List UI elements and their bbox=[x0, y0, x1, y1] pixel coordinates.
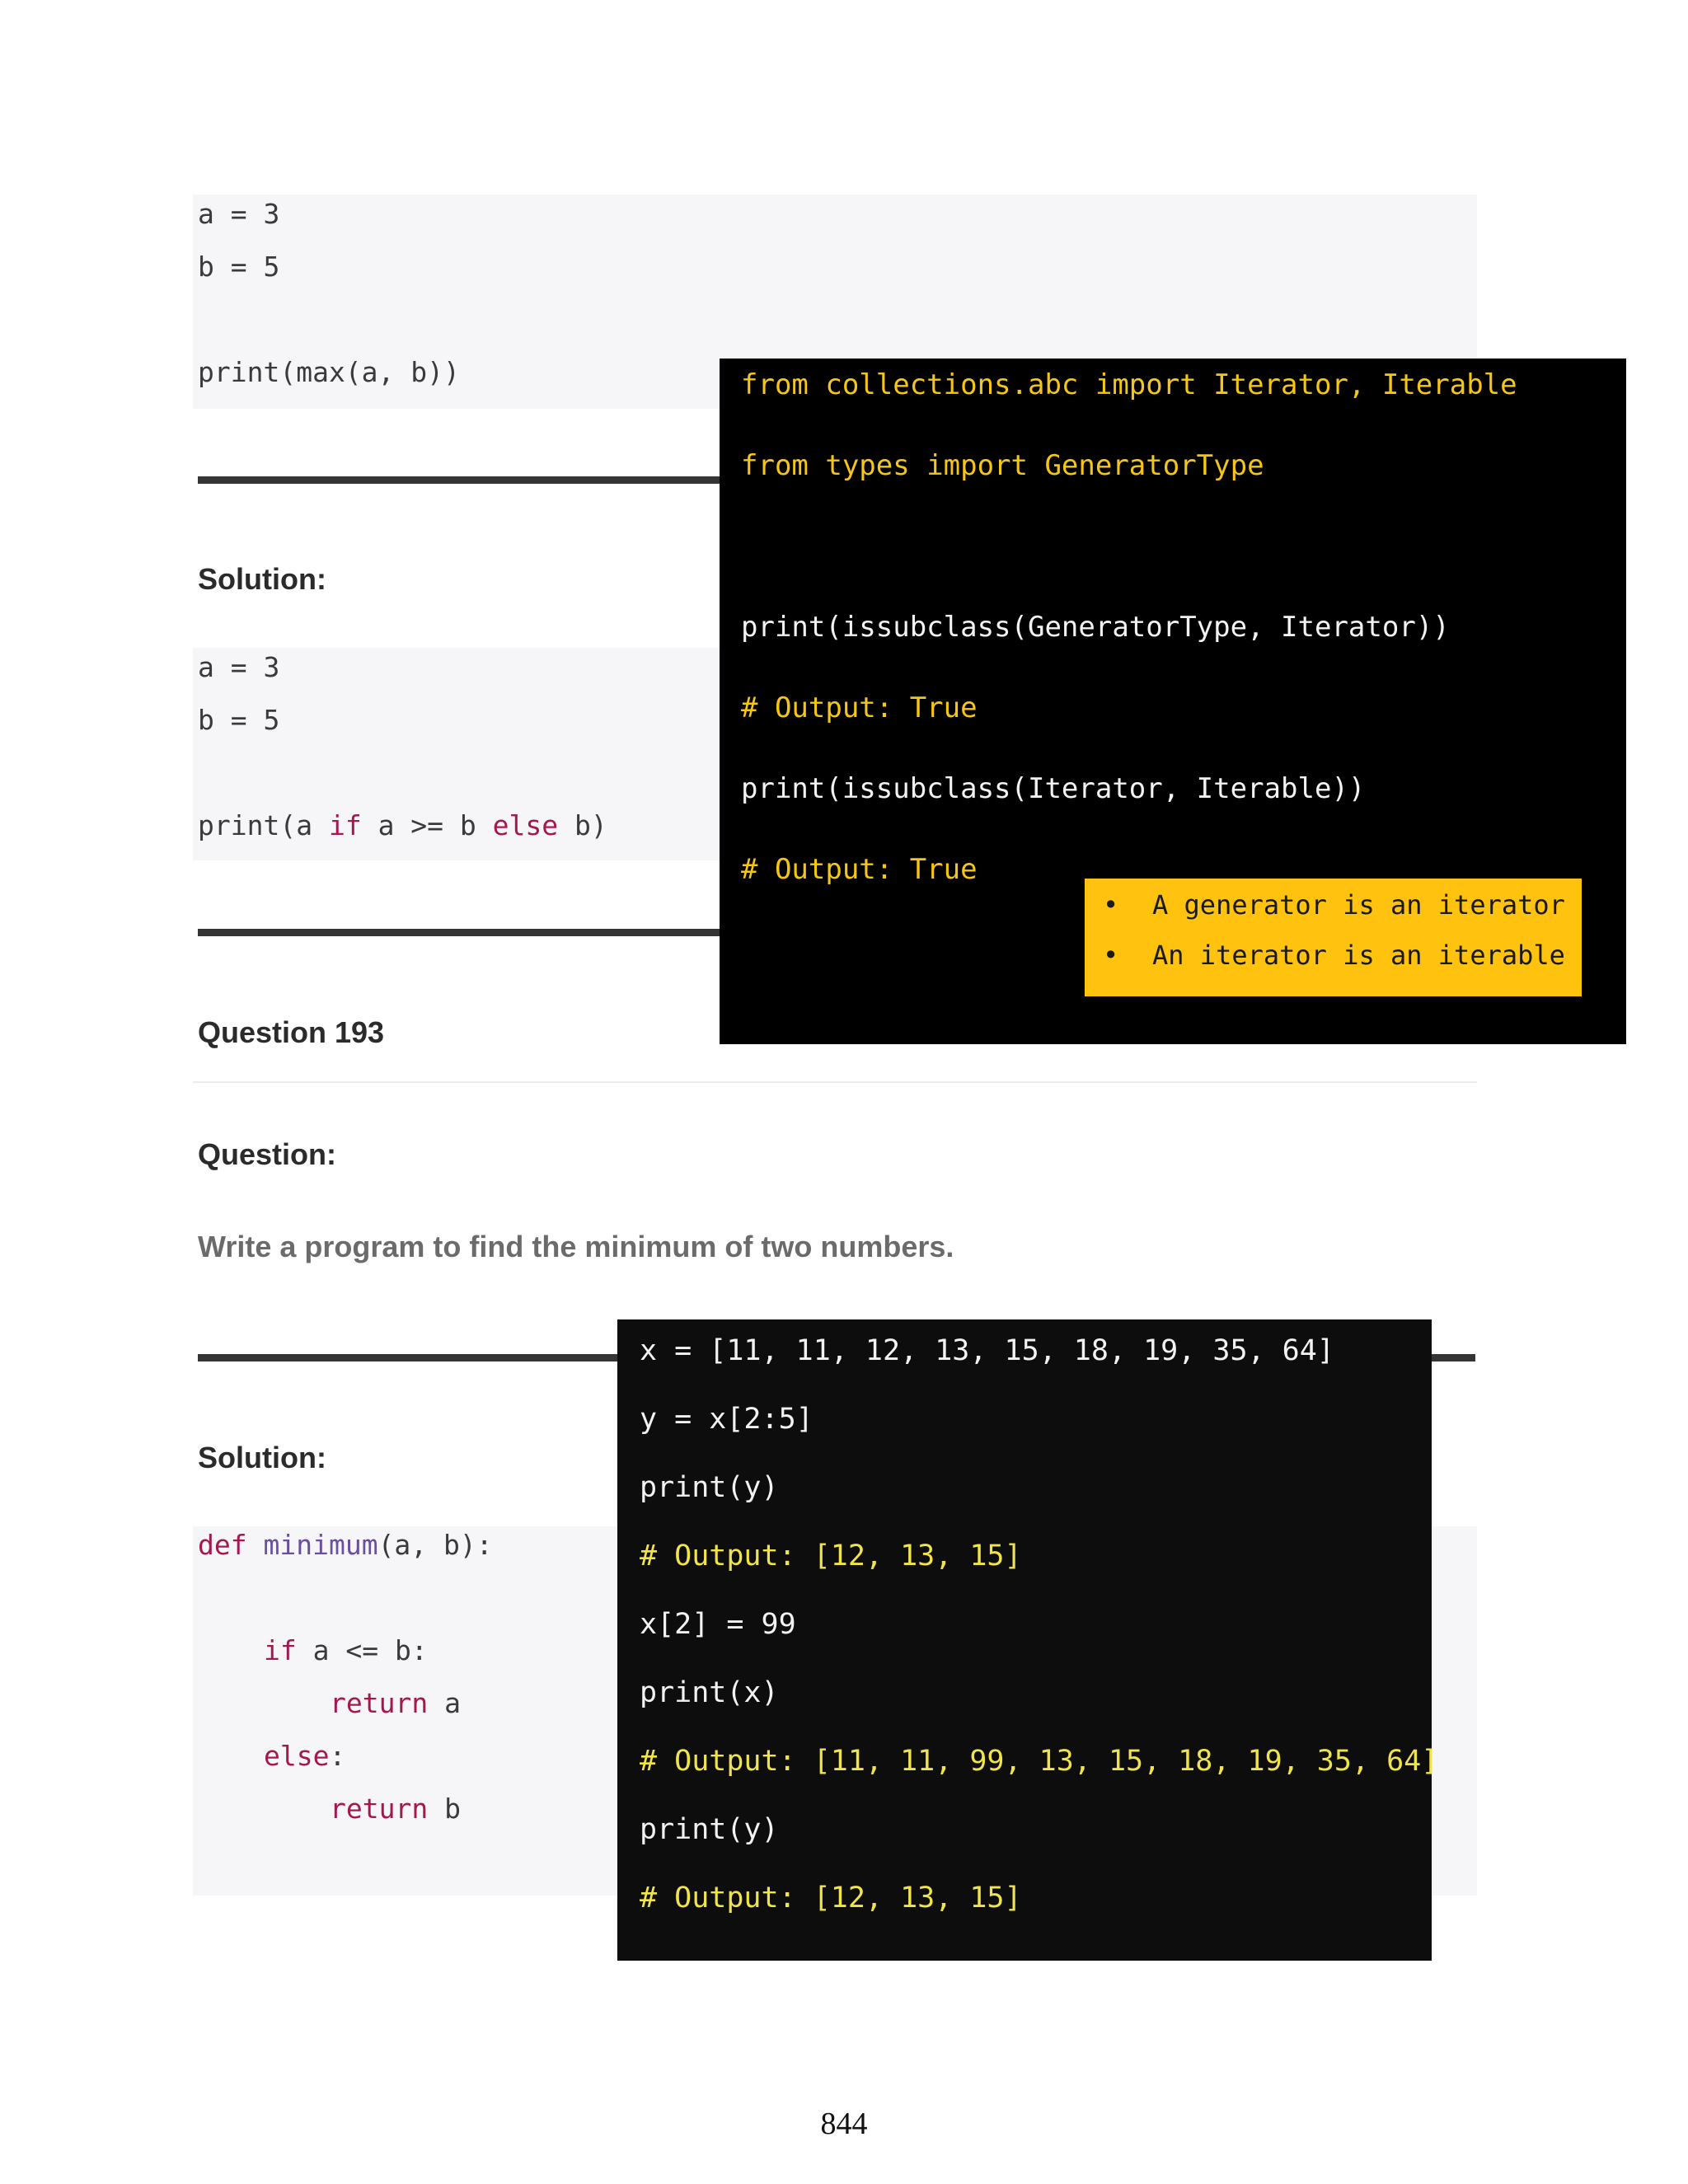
keyword-return: return bbox=[330, 1793, 429, 1825]
function-name: minimum bbox=[263, 1529, 378, 1561]
code-text: a >= b bbox=[361, 809, 493, 841]
code-text: b bbox=[428, 1793, 461, 1825]
note-text: An iterator is an iterable bbox=[1152, 940, 1565, 971]
page-number: 844 bbox=[820, 2107, 868, 2141]
overlay-code-line: x[2] = 99 bbox=[640, 1608, 796, 1641]
question-heading: Question: bbox=[198, 1137, 336, 1171]
code-text: (a, b): bbox=[377, 1529, 493, 1561]
code-text: b) bbox=[558, 809, 607, 841]
note-item bbox=[1103, 888, 1565, 921]
code-line: b = 5 bbox=[198, 251, 280, 283]
overlay-code-panel-slicing bbox=[617, 1319, 1439, 1961]
note-item bbox=[1103, 939, 1565, 972]
keyword-if: if bbox=[328, 809, 362, 841]
keyword-if: if bbox=[264, 1634, 297, 1666]
note-callout bbox=[1085, 879, 1582, 996]
code-text: a bbox=[428, 1687, 461, 1719]
overlay-code-line: print(x) bbox=[640, 1676, 779, 1709]
overlay-code-line: print(y) bbox=[640, 1813, 779, 1846]
code-line: a = 3 bbox=[198, 651, 280, 683]
code-line: a = 3 bbox=[198, 198, 280, 230]
code-text: print(a bbox=[198, 809, 329, 841]
solution-heading-1: Solution: bbox=[198, 562, 326, 596]
keyword-else: else bbox=[264, 1740, 330, 1772]
code-line: b = 5 bbox=[198, 704, 280, 736]
keyword-return: return bbox=[330, 1687, 429, 1719]
overlay-code-line: y = x[2:5] bbox=[640, 1403, 814, 1436]
keyword-def: def bbox=[198, 1529, 247, 1561]
note-text: A generator is an iterator bbox=[1152, 889, 1565, 921]
code-line-def bbox=[198, 1529, 493, 1562]
code-line-else bbox=[264, 1740, 345, 1773]
keyword-else: else bbox=[492, 809, 559, 841]
overlay-code-line: print(y) bbox=[640, 1471, 779, 1504]
code-line-if bbox=[264, 1634, 428, 1667]
bullet-icon: • bbox=[1103, 940, 1119, 971]
overlay-code-line: # Output: True bbox=[741, 691, 978, 724]
overlay-code-panel-iterators bbox=[720, 359, 1626, 1044]
code-line bbox=[198, 809, 607, 842]
code-text: : bbox=[329, 1740, 346, 1772]
question-text: Write a program to find the minimum of two numbers. bbox=[198, 1230, 954, 1263]
bullet-icon: • bbox=[1103, 889, 1119, 921]
thin-divider bbox=[193, 1081, 1477, 1083]
overlay-code-line: # Output: True bbox=[741, 853, 978, 886]
code-line: print(max(a, b)) bbox=[198, 356, 460, 388]
code-text: a <= b: bbox=[296, 1634, 428, 1666]
overlay-code-line: print(issubclass(Iterator, Iterable)) bbox=[741, 772, 1366, 805]
overlay-code-line: # Output: [11, 11, 99, 13, 15, 18, 19, 35, 64] bbox=[640, 1745, 1439, 1778]
code-line-return bbox=[330, 1687, 461, 1720]
overlay-code-line: # Output: [12, 13, 15] bbox=[640, 1540, 1022, 1572]
overlay-code-line: x = [11, 11, 12, 13, 15, 18, 19, 35, 64] bbox=[640, 1334, 1334, 1367]
overlay-code-line: from collections.abc import Iterator, Iterable bbox=[741, 368, 1517, 401]
overlay-code-line: print(issubclass(GeneratorType, Iterator)) bbox=[741, 611, 1450, 644]
overlay-code-line: from types import GeneratorType bbox=[741, 449, 1264, 482]
solution-heading-2: Solution: bbox=[198, 1441, 326, 1474]
overlay-code-line: # Output: [12, 13, 15] bbox=[640, 1882, 1022, 1915]
question-number-heading: Question 193 bbox=[198, 1015, 385, 1049]
code-line-return bbox=[330, 1793, 461, 1825]
